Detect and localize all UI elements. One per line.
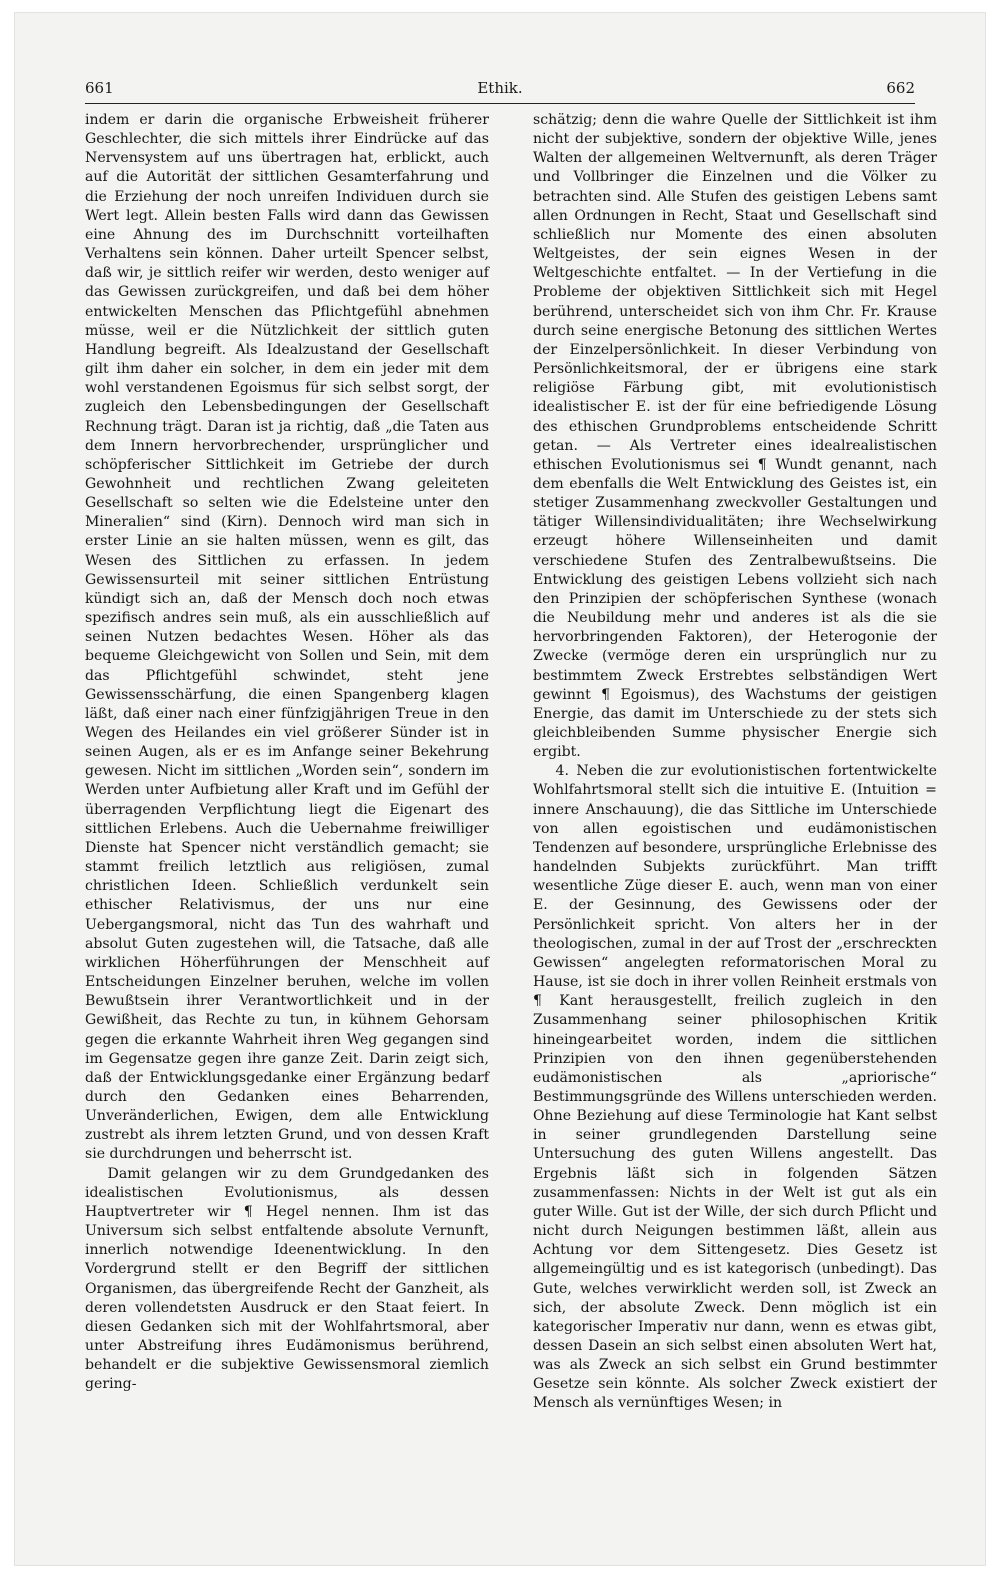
paragraph: 4. Neben die zur evolutionistischen fortentwickelte Wohlfahrtsmoral stellt sich die intuitive E. (Intuition = innere Anschauung), die das Sittliche im Unterschiede von allen egoistischen und eudämonistischen Tendenzen auf besondere, ursprüngliche Erlebnisse des handelnden Subjekts zurückführt. Man trifft wesentliche Züge dieser E. auch, wenn man von einer E. der Gesinnung, des Gewissens oder der Persönlichkeit spricht. Von alters her in der theologischen, zumal in der auf Trost der „erschreckten Gewissen“ angelegten reformatorischen Moral zu Hause, ist sie doch in ihrer vollen Reinheit erstmals von ¶ Kant herausgestellt, freilich zugleich in den Zusammenhang seiner philosophischen Kritik hineingearbeitet worden, indem die sittlichen Prinzipien von den ihnen gegenüberstehenden eudämonistischen als „apriorische“ Bestimmungsgründe des Willens unterschieden werden. Ohne Beziehung auf diese Terminologie hat Kant selbst in seiner grundlegenden Darstellung seine Untersuchung des guten Willens angestellt. Das Ergebnis läßt sich in folgenden Sätzen zusammenfassen: Nichts in der Welt ist gut als ein guter Wille. Gut ist der Wille, der sich durch Pflicht und nicht durch Neigungen bestimmen läßt, allein aus Achtung vor dem Sittengesetz. Dies Gesetz ist allgemeingültig und es ist kategorisch (unbedingt). Das Gute, welches verwirklicht werden soll, ist Zweck an sich, der absolute Zweck. Denn möglich ist ein kategorischer Imperativ nur dann, wenn es etwas gibt, dessen Dasein an sich selbst einen absoluten Wert hat, was als Zweck an sich selbst ein Grund bestimmter Gesetze sein könnte. Als solcher Zweck existiert der Mensch als vernünftiges Wesen; in — [533, 763, 937, 1412]
header-rule — [85, 103, 915, 104]
running-title: Ethik. — [477, 79, 523, 97]
paragraph: indem er darin die organische Erbweisheit früherer Geschlechter, die sich mittels ihrer Eindrücke auf das Nervensystem auf uns übertragen hat, erblickt, auch auf die Autorität der sittlichen Gesamterfahrung und die Erziehung der noch unreifen Individuen durch sie Wert legt. Allein besten Falls wird dann das Gewissen eine Ahnung des im Durchschnitt vorteilhaften Verhaltens sein können. Daher urteilt Spencer selbst, daß wir, je sittlich reifer wir werden, desto weniger auf das Gewissen zurückgreifen, und daß bei dem höher entwickelten Menschen das Pflichtgefühl abnehmen müsse, weil er die Nützlichkeit der sittlich guten Handlung begreift. Als Idealzustand der Gesellschaft gilt ihm daher ein solcher, in dem ein jeder mit dem wohl verstandenen Egoismus für sich selbst sorgt, der zugleich den Lebensbedingungen der Gesellschaft Rechnung trägt. Daran ist ja richtig, daß „die Taten aus dem Innern hervorbrechender, ursprünglicher und schöpferischer Sittlichkeit im Getriebe der durch Gewohnheit und rechtlichen Zwang geleiteten Gesellschaft so selten wie die Edelsteine unter den Mineralien“ sind (Kirn). Dennoch wird man sich in erster Linie an sie halten müssen, wenn es gilt, das Wesen des Sittlichen zu erfassen. In jedem Gewissensurteil mit seiner sittlichen Entrüstung kündigt sich an, daß der Mensch doch noch etwas spezifisch andres sein muß, als ein ausschließlich auf seinen Nutzen bedachtes Wesen. Höher als das bequeme Gleichgewicht von Sollen und Sein, mit dem das Pflichtgefühl schwindet, steht jene Gewissensschärfung, die einen Spangenberg klagen läßt, daß einer nach einer fünfzigjährigen Treue in den Wegen des Heilandes ein viel größerer Sünder ist in seinen Augen, als er es im Anfange seiner Bekehrung gewesen. Nicht im sittlichen „Worden sein“, sondern im Werden unter Aufbietung aller Kraft und im Gefühl der überragenden Verpflichtung liegt die Eigenart des sittlichen Erlebens. Auch die Uebernahme freiwilliger Dienste hat Spencer nicht verständlich gemacht; sie stammt freilich letztlich aus religiösen, zumal christlichen Ideen. Schließlich verdunkelt sein ethischer Relativismus, der uns nur eine Uebergangsmoral, nicht das Tun des wahrhaft und absolut Guten zugestehen will, die Tatsache, daß alle wirklichen Höherführungen der Menschheit auf Entscheidungen Einzelner beruhen, welche im vollen Bewußtsein ihrer Verantwortlichkeit und in der Gewißheit, das Rechte zu tun, in kühnem Gehorsam gegen die erkannte Wahrheit ihren Weg gegangen sind im Gegensatze gegen ihre ganze Zeit. Darin zeigt sich, daß der Entwicklungsgedanke einer Ergänzung bedarf durch den Gedanken eines Beharrenden, Unveränderlichen, Ewigen, dem alle Entwicklung zustrebt als ihrem letzten Grund, und von dessen Kraft sie durchdrungen und beherrscht ist. — [85, 112, 489, 1163]
left-column — [85, 111, 489, 1394]
page-number-right: 662 — [886, 79, 915, 97]
page-number-left: 661 — [85, 79, 114, 97]
paragraph: schätzig; denn die wahre Quelle der Sittlichkeit ist ihm nicht der subjektive, sondern der objektive Wille, jenes Walten der allgemeinen Weltvernunft, als deren Träger und Vollbringer die Einzelnen und die Völker zu betrachten sind. Alle Stufen des geistigen Lebens samt allen Ordnungen in Recht, Staat und Gesellschaft sind schließlich nur Momente des einen absoluten Weltgeistes, der sein eignes Wesen in der Weltgeschichte entfaltet. — In der Vertiefung in die Probleme der objektiven Sittlichkeit sich mit Hegel berührend, unterscheidet sich von ihm Chr. Fr. Krause durch seine energische Betonung des sittlichen Wertes der Einzelpersönlichkeit. In dieser Verbindung von Persönlichkeitsmoral, der er übrigens eine stark religiöse Färbung gibt, mit evolutionistisch idealistischer E. ist der für eine befriedigende Lösung des ethischen Grundproblems entscheidende Schritt getan. — Als Vertreter eines idealrealistischen ethischen Evolutionismus sei ¶ Wundt genannt, nach dem ebenfalls die Welt Entwicklung des Geistes ist, ein stetiger Zusammenhang zweckvoller Gestaltungen und tätiger Willensindividualitäten; ihre Wechselwirkung erzeugt höhere Willenseinheiten und damit verschiedene Stufen des Zentralbewußtseins. Die Entwicklung des geistigen Lebens vollzieht sich nach den Prinzipien der schöpferischen Synthese (wonach die Neubildung mehr und anderes ist als die sie hervorbringenden Faktoren), der Heterogonie der Zwecke (vermöge deren ein ursprünglich nur zu bestimmtem Zweck Erstrebtes selbständigen Wert gewinnt ¶ Egoismus), des Wachstums der geistigen Energie, das damit im Unterschiede zu der stets sich gleichbleibenden Summe physischer Energie sich ergibt. — [533, 112, 937, 761]
scanned-page — [14, 12, 986, 1566]
right-column — [533, 111, 937, 1414]
paragraph: Damit gelangen wir zu dem Grundgedanken des idealistischen Evolutionismus, als dessen Hauptvertreter wir ¶ Hegel nennen. Ihm ist das Universum sich selbst entfaltende absolute Vernunft, innerlich notwendige Ideenentwicklung. In den Vordergrund stellt er den Begriff der sittlichen Organismen, das übergreifende Recht der Ganzheit, als deren vollendetsten Ausdruck er den Staat feiert. In diesen Gedanken sich mit der Wohlfahrtsmoral, aber unter Abstreifung ihres Eudämonismus berührend, behandelt er die subjektive Gewissensmoral ziemlich gering- — [85, 1165, 489, 1393]
